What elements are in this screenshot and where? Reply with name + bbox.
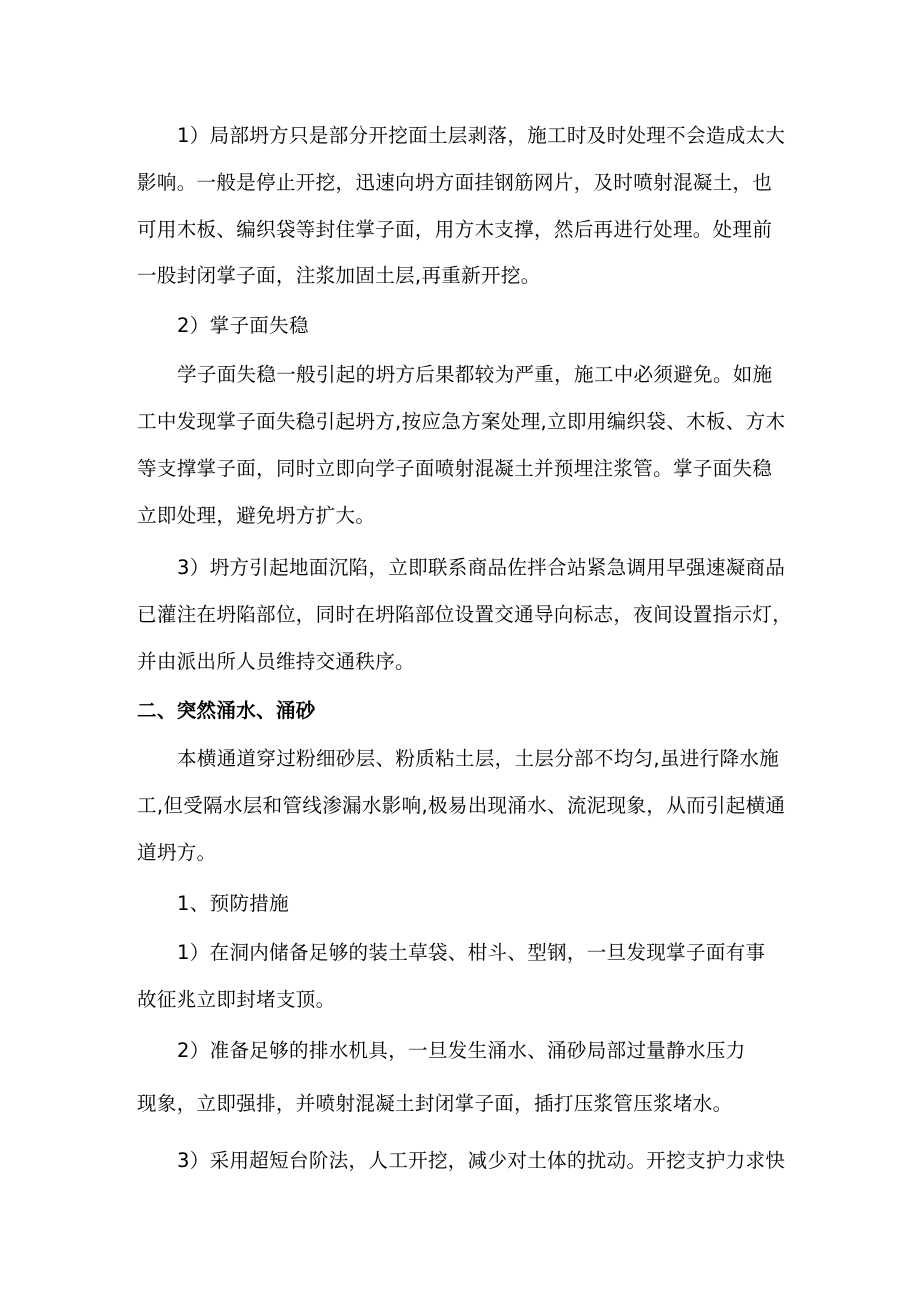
paragraph-line: 学子面失稳一般引起的坍方后果都较为严重，施工中必须避免。如施: [177, 363, 773, 386]
section-heading: 二、突然涌水、涌砂: [137, 699, 316, 722]
paragraph-line: 1）在洞内储备足够的装土草袋、柑斗、型钢，一旦发现掌子面有事: [177, 941, 766, 964]
paragraph-line: 故征兆立即封堵支顶。: [137, 988, 336, 1011]
paragraph-line: 并由派出所人员维持交通秩序。: [137, 650, 415, 673]
paragraph-line: 3）坍方引起地面沉陷，立即联系商品佐拌合站紧急调用早强速凝商品: [177, 556, 786, 579]
paragraph-line: 道坍方。: [137, 841, 217, 864]
paragraph-line: 现象，立即强排，并喷射混凝土封闭掌子面，插打压浆管压浆堵水。: [137, 1092, 733, 1115]
paragraph-line: 工中发现掌子面失稳引起坍方,按应急方案处理,立即用编织袋、木板、方木: [137, 410, 786, 433]
paragraph-line: 影响。一般是停止开挖，迅速向坍方面挂钢筋网片，及时喷射混凝土，也: [137, 171, 773, 194]
paragraph-line: 工,但受隔水层和管线渗漏水影响,极易出现涌水、流泥现象，从而引起横通: [137, 794, 786, 817]
paragraph-line: 3）采用超短台阶法，人工开挖，减少对土体的扰动。开挖支护力求快: [177, 1149, 786, 1172]
paragraph-line: 可用木板、编织袋等封住掌子面，用方木支撑，然后再进行处理。处理前: [137, 218, 773, 241]
paragraph-line: 2）准备足够的排水机具，一旦发生涌水、涌砂局部过量静水压力: [177, 1039, 746, 1062]
paragraph-line: 本横通道穿过粉细砂层、粉质粘土层，土层分部不均匀,虽进行降水施: [177, 747, 780, 770]
paragraph-line: 等支撑掌子面，同时立即向学子面喷射混凝土并预埋注浆管。掌子面失稳: [137, 457, 773, 480]
paragraph-line: 1）局部坍方只是部分开挖面土层剥落，施工时及时处理不会造成太大: [177, 124, 786, 147]
subheading: 2）掌子面失稳: [177, 314, 309, 337]
paragraph-line: 立即处理，避免坍方扩大。: [137, 504, 376, 527]
paragraph-line: 已灌注在坍陷部位，同时在坍陷部位设置交通导向标志，夜间设置指示灯，: [137, 603, 793, 626]
subheading: 1、预防措施: [177, 892, 290, 915]
paragraph-line: 一股封闭掌子面，注浆加固土层,再重新开挖。: [137, 264, 541, 287]
